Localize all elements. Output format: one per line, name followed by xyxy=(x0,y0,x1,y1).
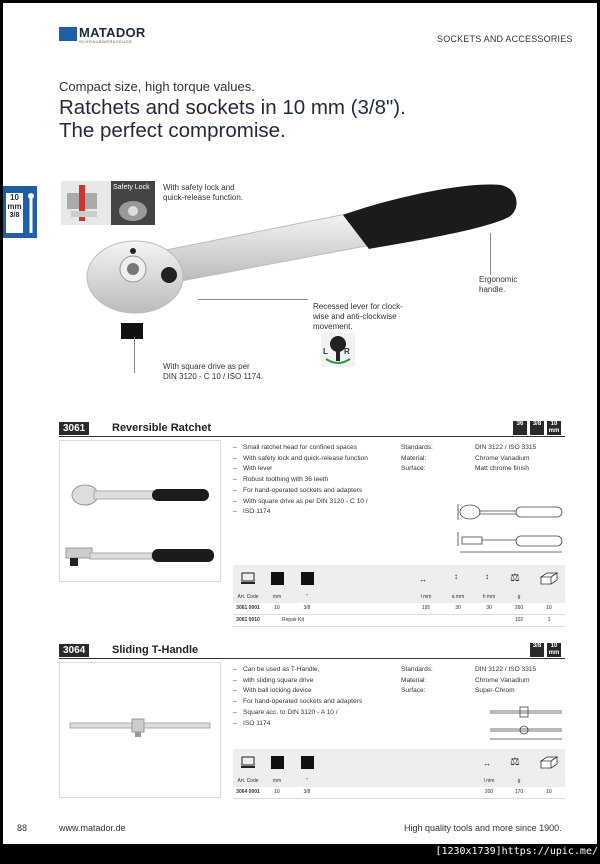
ratchet-symbol-icon xyxy=(241,572,255,590)
callout-drive-line-2: DIN 3120 - C 10 / ISO 1174. xyxy=(163,372,263,381)
badge-mm: 10 mm xyxy=(548,643,560,656)
tagline: Compact size, high torque values. xyxy=(59,79,255,94)
mm-square-icon xyxy=(271,756,284,769)
lever-right-label: R xyxy=(344,347,350,356)
ratchet-symbol-icon xyxy=(241,756,255,774)
badge-drive: 3/8 xyxy=(530,643,544,657)
cell: Repair Kit xyxy=(282,617,304,623)
feature-item: – Small ratchet head for confined spaces xyxy=(233,443,393,454)
footer-url[interactable]: www.matador.de xyxy=(59,823,126,833)
product-3061-spec-values xyxy=(475,443,536,475)
scale-icon: ⚖ xyxy=(510,572,520,584)
headline-line-2: The perfect compromise. xyxy=(59,119,286,142)
height-arrow-icon: ↕ xyxy=(485,572,489,581)
size-side-tab-label xyxy=(6,193,23,233)
art-code: 3061 0001 xyxy=(236,605,260,611)
callout-lever xyxy=(313,302,403,332)
product-3064-features xyxy=(233,665,393,729)
product-3064-title: Sliding T-Handle xyxy=(112,644,199,656)
callout-drive-line-1: With square drive as per xyxy=(163,362,250,371)
col-header: mm xyxy=(272,594,282,600)
col-header: l mm xyxy=(420,594,432,600)
catalog-page xyxy=(3,3,597,844)
product-3061-table-icons xyxy=(233,565,565,592)
scale-icon: ⚖ xyxy=(510,756,520,768)
spec-key: Surface: xyxy=(401,687,426,695)
mm-square-icon xyxy=(271,572,284,585)
handle-leader-line xyxy=(490,233,491,275)
length-arrow-icon: ↔ xyxy=(483,759,491,768)
cell: 10 xyxy=(546,605,552,611)
section-heading: SOCKETS AND ACCESSORIES xyxy=(437,34,573,44)
feature-item: – with sliding square drive xyxy=(233,676,393,687)
product-3061-table-header xyxy=(233,592,565,603)
art-code: 3061 0010 xyxy=(236,617,260,623)
table-row xyxy=(233,615,565,627)
cell: 170 xyxy=(514,789,524,795)
product-3061-spec-keys xyxy=(401,443,433,475)
footer-slogan: High quality tools and more since 1900. xyxy=(404,823,562,833)
inch-square-icon xyxy=(301,572,314,585)
product-3061-image xyxy=(59,440,221,582)
page-headline xyxy=(59,96,479,142)
feature-item: – Robust toothing with 36 teeth xyxy=(233,475,393,486)
drive-leader-line xyxy=(134,337,135,373)
cell: 102 xyxy=(514,617,524,623)
product-3064-number: 3064 xyxy=(59,644,89,657)
headline-line-1: Ratchets and sockets in 10 mm (3/8"). xyxy=(59,96,406,119)
table-row xyxy=(233,603,565,615)
spec-key: Surface: xyxy=(401,465,426,473)
feature-item: – For hand-operated sockets and adapters xyxy=(233,697,393,708)
lever-left-label: L xyxy=(323,347,328,356)
callout-lever-line-2: wise and anti-clockwise xyxy=(313,312,397,321)
spec-key: Material: xyxy=(401,454,427,462)
brand-name: MATADOR xyxy=(79,25,146,40)
cell: 200 xyxy=(484,789,494,795)
feature-item: – Square acc. to DIN 3120 - A 10 / xyxy=(233,708,393,719)
spec-key: Standards: xyxy=(401,666,433,673)
package-icon xyxy=(539,572,559,590)
art-code: 3064 0001 xyxy=(236,789,260,795)
product-3061-number: 3061 xyxy=(59,422,89,435)
spec-value: Chrome Vanadium xyxy=(475,676,530,684)
t-handle-dimension-drawing xyxy=(486,703,566,743)
cell: 260 xyxy=(514,605,524,611)
side-tab-top: 10 xyxy=(10,193,19,202)
table-row xyxy=(233,787,565,799)
callout-lever-line-3: movement. xyxy=(313,322,353,331)
product-3061-features xyxy=(233,443,393,518)
col-header: Art. Code xyxy=(237,594,259,600)
cell: 3/8 xyxy=(303,789,311,795)
image-watermark: [1230x1739]https://upic.me/ xyxy=(435,846,598,857)
col-header: Art. Code xyxy=(237,778,259,784)
feature-item: – With square drive as per DIN 3120 - C 10 / xyxy=(233,497,393,508)
col-header: g xyxy=(517,594,521,600)
col-header: " xyxy=(306,778,308,784)
feature-item: – ISO 1174 xyxy=(233,719,393,730)
col-header: h mm xyxy=(482,594,496,600)
cell: 3/8 xyxy=(303,605,311,611)
feature-item: – ISO 1174 xyxy=(233,507,393,518)
feature-item: – With safety lock and quick-release function xyxy=(233,454,393,465)
product-3064-spec-values xyxy=(475,665,536,697)
product-3064-table-header xyxy=(233,776,565,787)
badge-drive: 3/8 xyxy=(530,421,544,435)
col-header: g xyxy=(517,778,521,784)
callout-handle-line-2: handle. xyxy=(479,285,506,294)
col-header: mm xyxy=(272,778,282,784)
cell: 1 xyxy=(547,617,551,623)
feature-item: – For hand-operated sockets and adapters xyxy=(233,486,393,497)
callout-handle xyxy=(479,275,517,295)
cell: 195 xyxy=(421,605,431,611)
badge-mm: 10 mm xyxy=(548,421,560,434)
spec-value: DIN 3122 / ISO 3315 xyxy=(475,444,537,451)
inch-square-icon xyxy=(301,756,314,769)
spec-value: Super-Chrom xyxy=(475,687,515,695)
ratchet-hero-illustration xyxy=(81,173,521,353)
width-arrow-icon: ↕ xyxy=(454,572,458,581)
spec-value: Chrome Vanadium xyxy=(475,454,530,462)
ratchet-product-icon xyxy=(60,441,220,581)
length-arrow-icon: ↔ xyxy=(419,575,427,584)
t-handle-product-icon xyxy=(60,663,220,797)
spec-value: DIN 3122 / ISO 3315 xyxy=(475,666,537,673)
package-icon xyxy=(539,756,559,774)
feature-item: – With lever xyxy=(233,464,393,475)
lever-leader-line xyxy=(198,299,308,300)
ratchet-dimension-drawing xyxy=(446,492,566,562)
col-header: " xyxy=(306,594,308,600)
spec-key: Standards: xyxy=(401,444,433,451)
col-header: a mm xyxy=(451,594,465,600)
product-3064-table-icons xyxy=(233,749,565,776)
matador-logo-icon xyxy=(59,27,77,41)
side-tab-mid: mm xyxy=(7,202,22,211)
product-3061-title: Reversible Ratchet xyxy=(112,422,212,434)
callout-lever-line-1: Recessed lever for clock- xyxy=(313,302,403,311)
callout-handle-line-1: Ergonomic xyxy=(479,275,518,284)
feature-item: – With ball locking device xyxy=(233,686,393,697)
spec-value: Matt chrome finish xyxy=(475,465,529,473)
cell: 10 xyxy=(274,789,280,795)
safety-lock-label: Safety Lock xyxy=(113,184,150,191)
callout-safety-line-2: quick-release function. xyxy=(163,193,244,202)
cell: 30 xyxy=(455,605,461,611)
product-3064-image xyxy=(59,662,221,798)
badge-teeth: 36 xyxy=(513,421,527,435)
cell: 10 xyxy=(546,789,552,795)
cell: 30 xyxy=(486,605,492,611)
callout-safety-line-1: With safety lock and xyxy=(163,183,235,192)
brand-subtitle: SCHRAUBWERKZEUGE xyxy=(79,39,133,44)
side-tab-bottom: 3/8 xyxy=(9,212,20,219)
cell: 10 xyxy=(274,605,280,611)
page-number: 88 xyxy=(17,823,28,833)
col-header: l mm xyxy=(483,778,495,784)
spec-key: Material: xyxy=(401,676,427,684)
wrench-silhouette-icon xyxy=(27,191,35,235)
callout-drive xyxy=(163,362,263,382)
feature-item: – Can be used as T-Handle, xyxy=(233,665,393,676)
product-3064-spec-keys xyxy=(401,665,433,697)
